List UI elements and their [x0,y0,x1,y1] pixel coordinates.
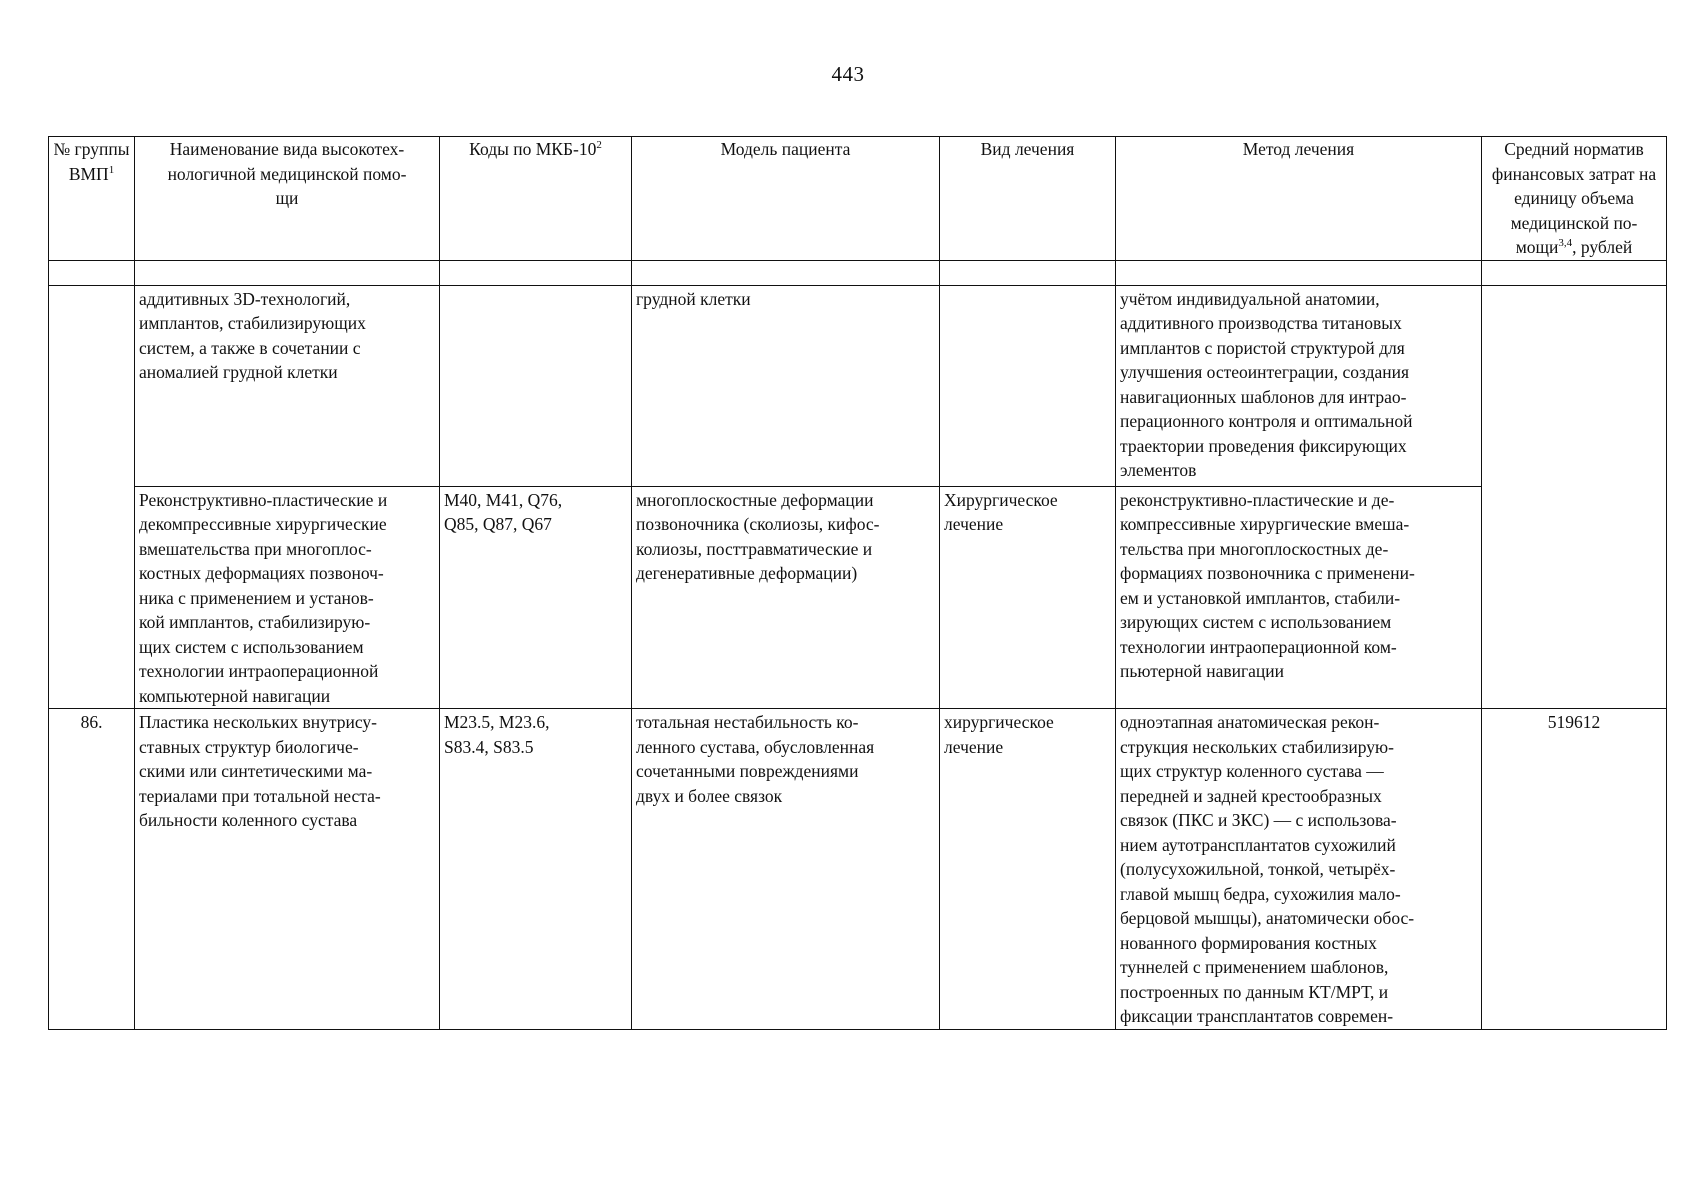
header-treatment-method: Метод лечения [1116,137,1482,261]
cell-icd-codes [440,285,632,486]
cell-treatment-method: учётом индивидуальной анатомии, аддитивного производства титановых имплантов с пористой структурой для улучшения остеоинтеграции, создания навигационных шаблонов для интрао- перационного контроля и оптимальной траектории проведения фиксирующих элементов [1116,285,1482,486]
cell-name: Реконструктивно-пластические и декомпрессивные хирургические вмешательства при многоплос- костных деформациях позвоноч- ника с применением и установ- кой имплантов, стабилизирую- щих систем с использованием технологии интраоперационной компьютерной навигации [135,486,440,709]
cell-group-no [49,285,135,486]
header-group-no: № группы ВМП$^1$ [49,137,135,261]
header-cost-norm: Средний норматив финансовых затрат на единицу объема медицинской по- мощи$^{3,4}$, рублей [1482,137,1667,261]
header-treatment-type: Вид лечения [940,137,1116,261]
cell-treatment-type: хирургическое лечение [940,709,1116,1030]
cell-icd-codes: M23.5, M23.6, S83.4, S83.5 [440,709,632,1030]
page-number: 443 [831,62,865,86]
table-header-row [49,137,1667,261]
cell-name: Пластика нескольких внутрису- ставных структур биологиче- скими или синтетическими ма- териалами при тотальной неста- бильности коленного сустава [135,709,440,1030]
cell-patient-model: многоплоскостные деформации позвоночника (сколиозы, кифос- колиозы, посттравматические и дегенеративные деформации) [632,486,940,709]
cell-group-no: 86. [49,709,135,1030]
cell-group-no [49,486,135,709]
cell-treatment-type: Хирургическое лечение [940,486,1116,709]
cell-cost-norm [1482,285,1667,486]
vmp-table [48,136,1667,1030]
cell-name: аддитивных 3D-технологий, имплантов, стабилизирующих систем, а также в сочетании с аномалией грудной клетки [135,285,440,486]
cell-cost-norm: 519612 [1482,709,1667,1030]
header-name: Наименование вида высокотех- нологичной медицинской помо- щи [135,137,440,261]
cell-cost-norm [1482,486,1667,709]
table-row [49,486,1667,709]
cell-patient-model: тотальная нестабильность ко- ленного сустава, обусловленная сочетанными повреждениями двух и более связок [632,709,940,1030]
table-spacer-row [49,260,1667,285]
cell-icd-codes: M40, M41, Q76, Q85, Q87, Q67 [440,486,632,709]
cell-patient-model: грудной клетки [632,285,940,486]
cell-treatment-method: реконструктивно-пластические и де- компрессивные хирургические вмеша- тельства при многоплоскостных де- формациях позвоночника с применени- ем и установкой имплантов, стабили- зирующих систем с использованием технологии интраоперационной ком- пьютерной навигации [1116,486,1482,709]
table-row [49,709,1667,1030]
header-icd-codes: Коды по МКБ-$10^2$ [440,137,632,261]
cell-treatment-type [940,285,1116,486]
cell-treatment-method: одноэтапная анатомическая рекон- струкция нескольких стабилизирую- щих структур коленного сустава — передней и задней крестообразных связок (ПКС и ЗКС) — с использова- нием аутотрансплантатов сухожилий (полусухожильной, тонкой, четырёх- главой мышц бедра, сухожилия мало- берцовой мышцы), анатомически обос- нованного формирования костных туннелей с применением шаблонов, построенных по данным КТ/МРТ, и фиксации трансплантатов современ- [1116,709,1482,1030]
header-patient-model: Модель пациента [632,137,940,261]
table-row [49,285,1667,486]
